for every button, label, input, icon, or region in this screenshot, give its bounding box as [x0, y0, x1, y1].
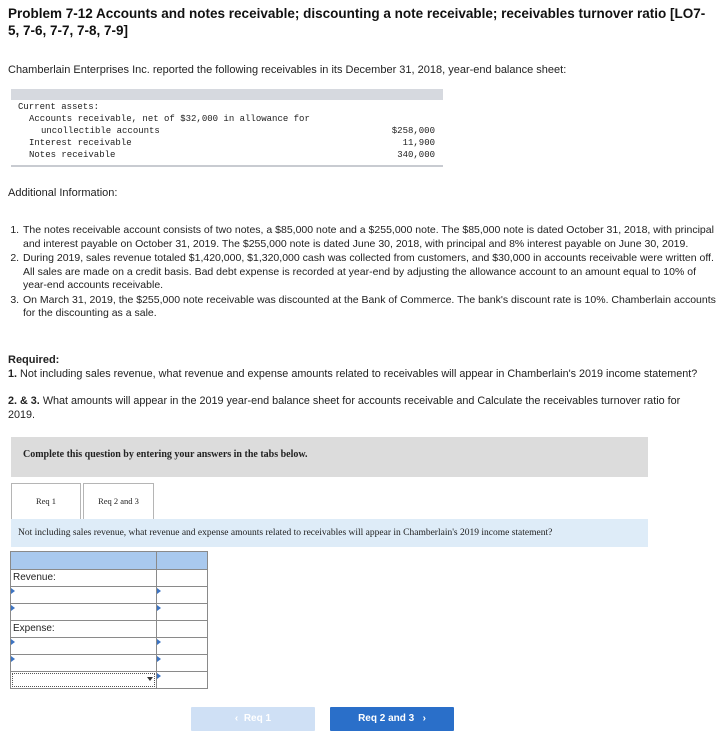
table-row [11, 655, 208, 672]
balance-sheet-header-bar [11, 89, 443, 100]
bs-ar-line1: Accounts receivable, net of $32,000 in allowance for [29, 114, 310, 124]
required-num-23: 2. & 3. [8, 395, 40, 407]
expense-account-select-2[interactable] [11, 655, 157, 672]
revenue-account-select-1[interactable] [11, 587, 157, 604]
bs-interest-value: 11,900 [402, 138, 435, 148]
table-row [11, 621, 208, 638]
dropdown-arrow-icon [157, 673, 161, 679]
answer-grid [10, 551, 208, 689]
balance-sheet-footer-line [11, 165, 443, 167]
dropdown-arrow-icon [11, 639, 15, 645]
prev-button[interactable] [191, 707, 315, 731]
bs-heading: Current assets: [18, 102, 100, 112]
additional-heading: Additional Information: [8, 187, 118, 199]
question-bar [11, 519, 648, 547]
question-text: Not including sales revenue, what revenue and expense amounts related to receivables will appear in Chamberlain's 2019 income statement? [18, 528, 553, 538]
bs-interest-label: Interest receivable [29, 138, 132, 148]
additional-list [8, 224, 718, 322]
chevron-down-icon [147, 677, 153, 681]
expense-amount-input-1[interactable] [157, 638, 208, 655]
grid-header-row [11, 552, 208, 570]
dropdown-arrow-icon [11, 588, 15, 594]
next-button[interactable] [330, 707, 454, 731]
required-text-1: Not including sales revenue, what revenue and expense amounts related to receivables will appear in Chamberlain's 2019 income statement? [20, 368, 698, 380]
dropdown-arrow-icon [11, 605, 15, 611]
required-heading: Required: [8, 354, 60, 366]
required-text-23: What amounts will appear in the 2019 year-end balance sheet for accounts receivable and Calculate the receivables turnover ratio for 2019. [8, 395, 681, 421]
required-item-1 [8, 368, 708, 382]
expense-account-select-1[interactable] [11, 638, 157, 655]
expense-amount-input-2[interactable] [157, 655, 208, 672]
required-num-1: 1. [8, 368, 18, 380]
expense-label: Expense: [13, 623, 55, 634]
intro-text: Chamberlain Enterprises Inc. reported the following receivables in its December 31, 2018, year-end balance sheet: [8, 64, 567, 76]
required-item-23 [8, 395, 708, 422]
dropdown-arrow-icon [157, 656, 161, 662]
revenue-account-select-2[interactable] [11, 604, 157, 621]
bs-ar-line2: uncollectible accounts [41, 126, 160, 136]
table-row [11, 604, 208, 621]
tab-req-2-and-3[interactable]: Req 2 and 3 [83, 483, 154, 519]
table-row [11, 570, 208, 587]
total-amount-input[interactable] [157, 672, 208, 689]
page-title: Problem 7-12 Accounts and notes receivable; discounting a note receivable; receivables turnover ratio [LO7-5, 7-6, 7-7, 7-8, 7-9] [8, 6, 706, 38]
dropdown-arrow-icon [157, 605, 161, 611]
table-row [11, 638, 208, 655]
bs-ar-value: $258,000 [391, 126, 435, 136]
revenue-amount-input-2[interactable] [157, 604, 208, 621]
bs-notes-label: Notes receivable [29, 150, 116, 160]
revenue-label: Revenue: [13, 572, 56, 583]
instruction-text: Complete this question by entering your answers in the tabs below. [23, 449, 308, 460]
chevron-left-icon: ‹ [234, 713, 239, 724]
dropdown-arrow-icon [157, 588, 161, 594]
list-item: 1. The notes receivable account consists of two notes, a $85,000 note and a $255,000 note. The $85,000 note is dated October 31, 2018, with principal and interest payable on October 31, 2019. The $255,000 note is dated June 30, 2018, with principal and 8% interest payable on June 30, 2019. [22, 224, 718, 251]
prev-button-label: Req 1 [243, 713, 272, 724]
next-button-label: Req 2 and 3 [358, 713, 415, 724]
dropdown-arrow-icon [157, 639, 161, 645]
revenue-amount-input-1[interactable] [157, 587, 208, 604]
dropdown-arrow-icon [11, 656, 15, 662]
chevron-right-icon: › [422, 713, 426, 724]
tab-req-1[interactable]: Req 1 [11, 483, 81, 519]
bs-notes-value: 340,000 [397, 150, 435, 160]
total-account-select[interactable] [11, 672, 157, 689]
table-row [11, 672, 208, 689]
list-item: 2. During 2019, sales revenue totaled $1,420,000, $1,320,000 cash was collected from customers, and $30,000 in accounts receivable were written off. All sales are made on a credit basis. Bad debt expense is recorded at year-end by adjusting the allowance account to an amount equal to 10% of year-end accounts receivable. [22, 252, 718, 293]
instruction-panel [11, 437, 648, 477]
table-row [11, 587, 208, 604]
list-item: 3. On March 31, 2019, the $255,000 note receivable was discounted at the Bank of Commerce. The bank's discount rate is 10%. Chamberlain accounts for the discounting as a sale. [22, 294, 718, 321]
